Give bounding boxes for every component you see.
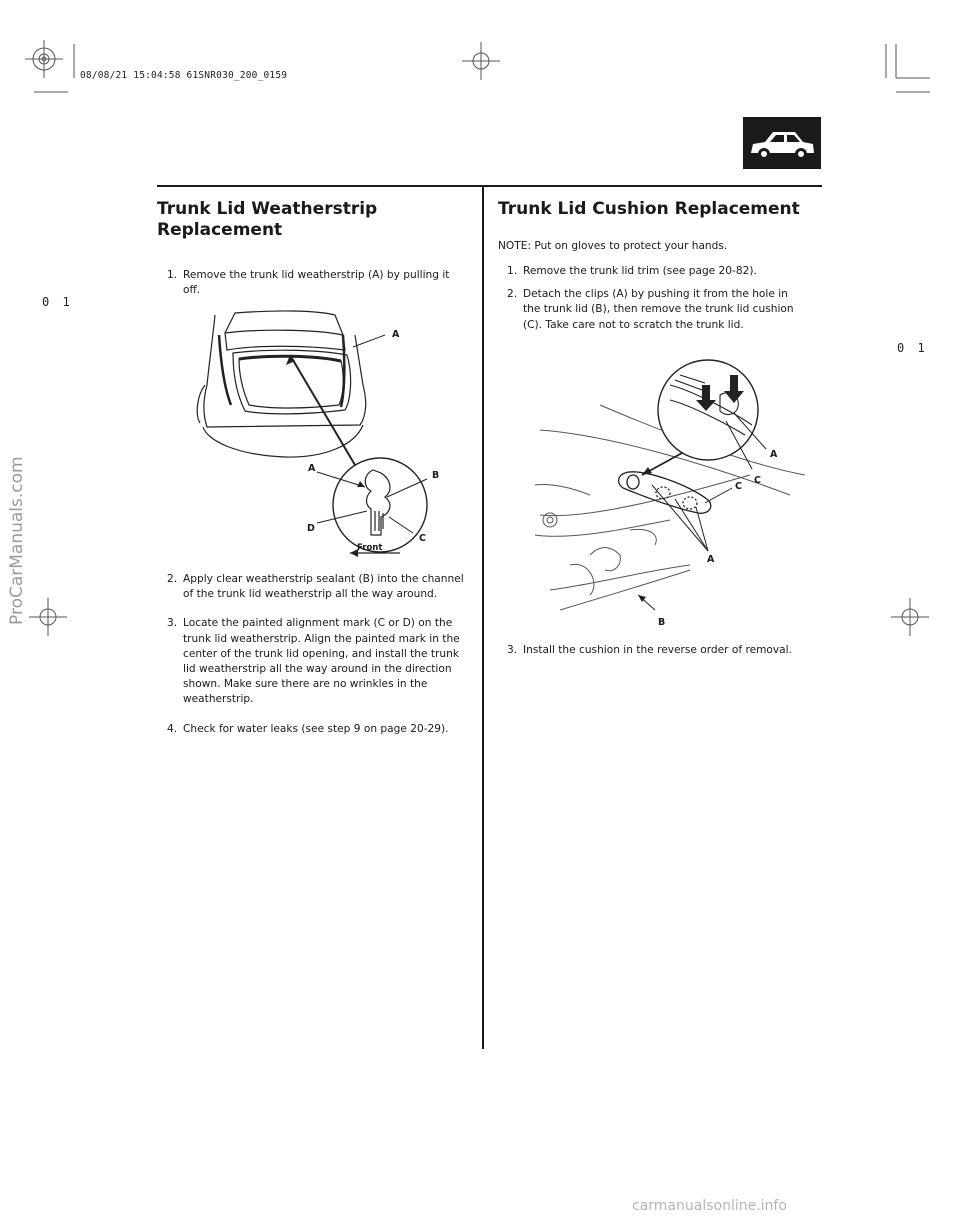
step-number: 1. — [167, 269, 178, 281]
step-number: 2. — [167, 573, 178, 585]
label-front: Front — [357, 543, 383, 553]
left-section-title — [157, 199, 377, 241]
right-note: NOTE: Put on gloves to protect your hands. — [498, 240, 728, 252]
right-section-title: Trunk Lid Cushion Replacement — [498, 199, 800, 219]
label-a-top: A — [392, 329, 400, 340]
label-a-right: A — [707, 554, 715, 565]
page-marker-right: 0 1 — [897, 341, 928, 355]
column-divider — [482, 187, 484, 1049]
step-text: Detach the clips (A) by pushing it from the hole in the trunk lid (B), then remove the trunk lid cushion (C). Take care not to scratch the trunk lid. — [523, 288, 794, 331]
step-text: Check for water leaks (see step 9 on page 20-29). — [183, 722, 449, 735]
step-number: 4. — [167, 722, 178, 735]
right-steps-1-2 — [507, 264, 803, 347]
step-number: 3. — [167, 617, 178, 630]
left-steps-2-4 — [167, 572, 465, 751]
left-title-line2: Replacement — [157, 220, 283, 240]
side-watermark: ProCarManuals.com — [7, 456, 27, 625]
step-text: Install the cushion in the reverse order of removal. — [523, 644, 792, 656]
step-text: Remove the trunk lid weatherstrip (A) by pulling it off. — [183, 269, 450, 297]
step-number: 3. — [507, 644, 518, 656]
trunk-lid-cushion-figure — [530, 355, 810, 630]
print-stamp: 08/08/21 15:04:58 61SNR030_200_0159 — [80, 70, 288, 81]
car-body-icon — [743, 117, 821, 169]
label-b: B — [432, 470, 440, 481]
header-rule — [157, 185, 822, 187]
label-c-right: C — [735, 481, 742, 492]
right-step-3 — [507, 643, 807, 672]
step-number: 1. — [507, 265, 518, 277]
step-text: Apply clear weatherstrip sealant (B) into the channel of the trunk lid weatherstrip all the way around. — [183, 573, 464, 601]
label-c: C — [419, 533, 426, 544]
step-text: Locate the painted alignment mark (C or D) on the trunk lid weatherstrip. Align the painted mark in the center of the trunk lid opening, and install the trunk lid weatherstrip all the way around in the direction shown. Make sure there are no wrinkles in the weatherstrip. — [183, 617, 460, 706]
step-text: Remove the trunk lid trim (see page 20-82). — [523, 265, 757, 277]
label-b-right: B — [658, 617, 666, 628]
label-a-detail-right: A — [770, 449, 778, 460]
trunk-weatherstrip-figure — [195, 305, 455, 560]
label-d: D — [307, 523, 315, 534]
label-c-detail: C — [754, 475, 761, 486]
label-a-detail: A — [308, 463, 316, 474]
footer-watermark: carmanualsonline.info — [632, 1198, 787, 1214]
page-marker-left: 0 1 — [42, 295, 73, 309]
left-title-line1: Trunk Lid Weatherstrip — [157, 199, 378, 219]
step-number: 2. — [507, 288, 518, 301]
